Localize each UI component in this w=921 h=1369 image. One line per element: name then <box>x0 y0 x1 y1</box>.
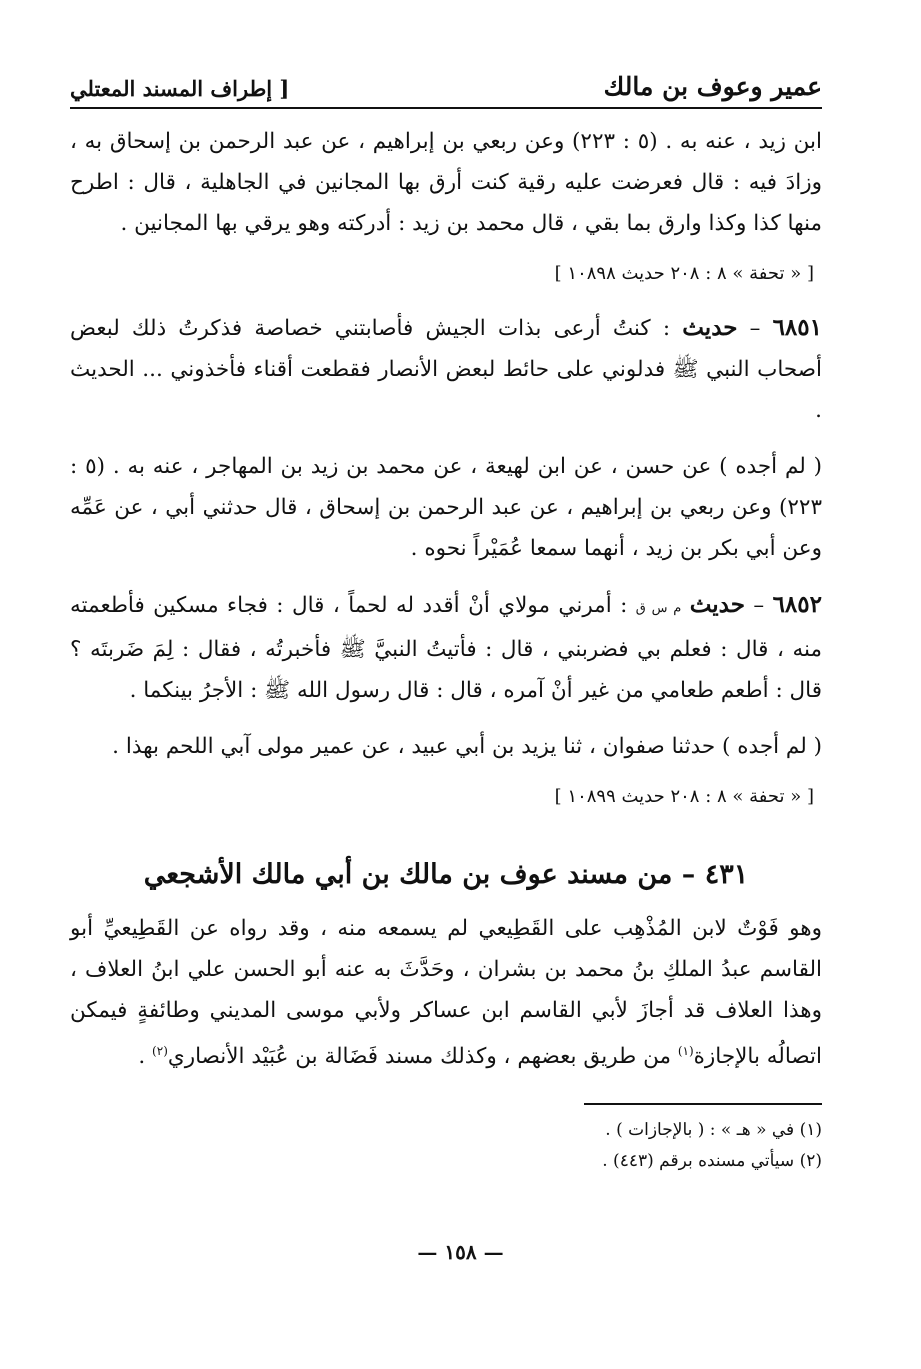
section-paragraph-part1: وهو فَوْتٌ لابن المُذْهِب على القَطِيعي لم يسمعه منه ، وقد رواه عن القَطِيعيِّ أبو القاسم عبدُ الملكِ بنُ محمد بن بشران ، وحَدَّثَ به عنه أبو الحسن علي ابنُ العلاف ، وهذا العلاف قد أجازَ لأبي القاسم ابن عساكر ولأبي موسى المديني وطائفةٍ فيمكن اتصالُه بالإجازة <box>70 916 822 1070</box>
hadith-6852-source-symbols: م س ق <box>635 601 682 616</box>
hadith-6852 <box>70 584 822 711</box>
tuhfa-reference-1: [ « تحفة » ٨ : ٢٠٨ حديث ١٠٨٩٨ ] <box>554 263 814 284</box>
footnote-divider <box>584 1103 822 1105</box>
hadith-6851-number: ٦٨٥١ <box>772 314 822 341</box>
hadith-6852-body: : أمرني مولاي أنْ أقدد له لحماً ، قال : فجاء مسكين فأطعمته منه ، قال : فعلم بي فضربني ، قال : فأتيتُ النبيَّ ﷺ فأخبرتُه ، فقال : لِمَ ضَربتَه ؟ قال : أطعم طعامي من غير أنْ آمره ، قال : قال رسول الله ﷺ : الأجرُ بينكما . <box>70 593 822 703</box>
section-intro-block <box>70 908 822 1077</box>
footnote-2: (٢) سيأتي مسنده برقم (٤٤٣) . <box>602 1151 822 1172</box>
intro-block <box>70 121 822 244</box>
section-paragraph <box>70 908 822 1077</box>
hadith-6852-note: ( لم أجده ) حدثنا صفوان ، ثنا يزيد بن أبي عبيد ، عن عمير مولى آبي اللحم بهذا . <box>112 734 822 759</box>
hadith-6852-note-block <box>70 726 822 767</box>
footnote-ref-1: (١) <box>677 1044 694 1058</box>
running-header <box>70 72 822 109</box>
hadith-6851-note-block <box>70 446 822 569</box>
hadith-6851 <box>70 307 822 431</box>
intro-paragraph: ابن زيد ، عنه به . (٥ : ٢٢٣) وعن ربعي بن إبراهيم ، عن عبد الرحمن بن إسحاق به ، وزادَ فيه : قال فعرضت عليه رقية كنت أرق بها المجانين في الجاهلية ، قال : اطرح منها كذا وكذا وارق بما بقي ، قال محمد بن زيد : أدركته وهو يرقي بها المجانين . <box>70 129 822 236</box>
footnote-ref-2: (٢) <box>152 1044 168 1058</box>
section-paragraph-part3: . <box>138 1044 153 1070</box>
section-paragraph-part2: من طريق بعضهم ، وكذلك مسند فَضَالة بن عُبَيْد الأنصاري <box>167 1044 678 1070</box>
section-heading: ٤٣١ – من مسند عوف بن مالك بن أبي مالك الأشجعي <box>143 859 749 890</box>
header-chapter-title: عمير وعوف بن مالك <box>603 72 822 101</box>
header-book-title: [ إطراف المسند المعتلي <box>70 76 290 101</box>
hadith-6852-label: حديث <box>689 591 745 618</box>
page-number: — ١٥٨ — <box>417 1240 504 1264</box>
hadith-6851-note: ( لم أجده ) عن حسن ، عن ابن لهيعة ، عن محمد بن زيد بن المهاجر ، عنه به . (٥ : ٢٢٣) وعن ربعي بن إبراهيم ، عن عبد الرحمن بن إسحاق ، قال حدثني أبي ، عن عَمِّه وعن أبي بكر بن زيد ، أنهما سمعا عُمَيْراً نحوه . <box>70 454 822 561</box>
tuhfa-reference-2: [ « تحفة » ٨ : ٢٠٨ حديث ١٠٨٩٩ ] <box>554 786 814 807</box>
page-body <box>70 72 822 1177</box>
hadith-6852-number: ٦٨٥٢ <box>772 591 822 618</box>
hadith-6851-label: حديث <box>682 314 738 341</box>
hadith-6851-body: : كنتُ أرعى بذات الجيش فأصابتني خصاصة فذكرتُ ذلك لبعض أصحاب النبي ﷺ فدلوني على حائط لبعض الأنصار فقطعت أقناء فأخذوني ... الحديث . <box>70 316 822 423</box>
hadith-6852-text: ٦٨٥٢ – حديث م س ق : أمرني مولاي أنْ أقدد له لحماً ، قال : فجاء مسكين فأطعمته منه ، قال : فعلم بي فضربني ، قال : فأتيتُ النبيَّ ﷺ فأخبرتُه ، فقال : لِمَ ضَربتَه ؟ قال : أطعم طعامي من غير أنْ آمره ، قال : قال رسول الله ﷺ : الأجرُ بينكما . <box>70 591 822 703</box>
footnote-1: (١) في « هـ » : ( بالإجازات ) . <box>605 1120 822 1141</box>
hadith-6851-text: ٦٨٥١ – حديث : كنتُ أرعى بذات الجيش فأصابتني خصاصة فذكرتُ ذلك لبعض أصحاب النبي ﷺ فدلوني على حائط لبعض الأنصار فقطعت أقناء فأخذوني ... الحديث . <box>70 314 822 423</box>
